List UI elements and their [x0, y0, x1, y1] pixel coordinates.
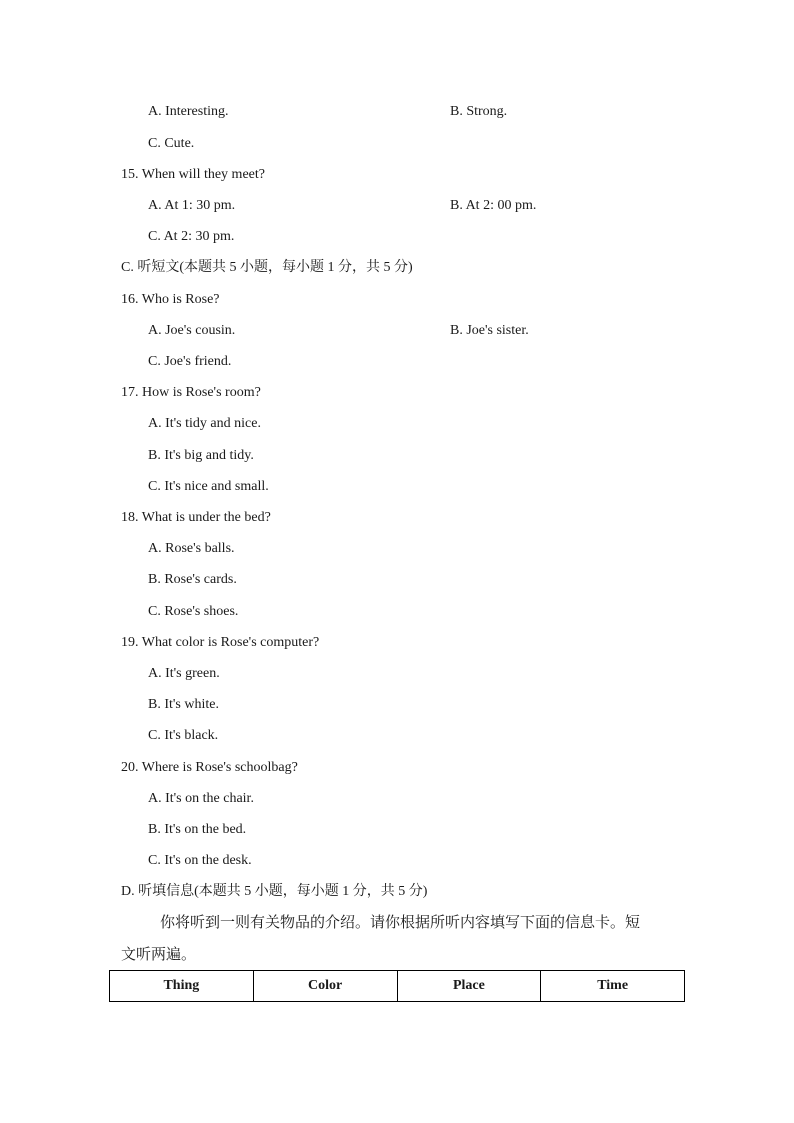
q16-option-c: C. Joe's friend. [148, 354, 232, 369]
q19-option-c: C. It's black. [148, 728, 219, 743]
q20-option-b: B. It's on the bed. [148, 822, 247, 837]
info-card-header-time: Time [541, 971, 685, 1002]
q18-option-c: C. Rose's shoes. [148, 604, 239, 619]
section-d-instruction-line1: 你将听到一则有关物品的介绍。请你根据所听内容填写下面的信息卡。短 [160, 915, 641, 931]
q14-option-b: B. Strong. [450, 104, 508, 119]
info-card-table [109, 970, 685, 1002]
q17-option-a: A. It's tidy and nice. [148, 416, 261, 431]
q18-option-a: A. Rose's balls. [148, 541, 235, 556]
info-card-header-row [110, 971, 685, 1002]
info-card-header-place: Place [397, 971, 541, 1002]
q20-option-a: A. It's on the chair. [148, 791, 254, 806]
q15-question: 15. When will they meet? [121, 167, 265, 182]
section-c-title: C. 听短文(本题共 5 小题，每小题 1 分，共 5 分) [121, 260, 413, 275]
q17-question: 17. How is Rose's room? [121, 385, 261, 400]
q20-question: 20. Where is Rose's schoolbag? [121, 760, 298, 775]
q16-option-b: B. Joe's sister. [450, 323, 529, 338]
q19-option-b: B. It's white. [148, 697, 219, 712]
q15-option-b: B. At 2: 00 pm. [450, 198, 537, 213]
q15-option-c: C. At 2: 30 pm. [148, 229, 235, 244]
section-d-title: D. 听填信息(本题共 5 小题，每小题 1 分，共 5 分) [121, 884, 428, 899]
section-d-instruction-line2: 文听两遍。 [121, 947, 197, 963]
info-card-header-thing: Thing [110, 971, 254, 1002]
q14-option-a: A. Interesting. [148, 104, 229, 119]
q20-option-c: C. It's on the desk. [148, 853, 252, 868]
q17-option-b: B. It's big and tidy. [148, 448, 254, 463]
q18-option-b: B. Rose's cards. [148, 572, 237, 587]
info-card-header-color: Color [253, 971, 397, 1002]
q14-option-c: C. Cute. [148, 136, 195, 151]
q19-option-a: A. It's green. [148, 666, 220, 681]
q16-option-a: A. Joe's cousin. [148, 323, 236, 338]
q19-question: 19. What color is Rose's computer? [121, 635, 320, 650]
q18-question: 18. What is under the bed? [121, 510, 271, 525]
q16-question: 16. Who is Rose? [121, 292, 220, 307]
q17-option-c: C. It's nice and small. [148, 479, 269, 494]
q15-option-a: A. At 1: 30 pm. [148, 198, 236, 213]
